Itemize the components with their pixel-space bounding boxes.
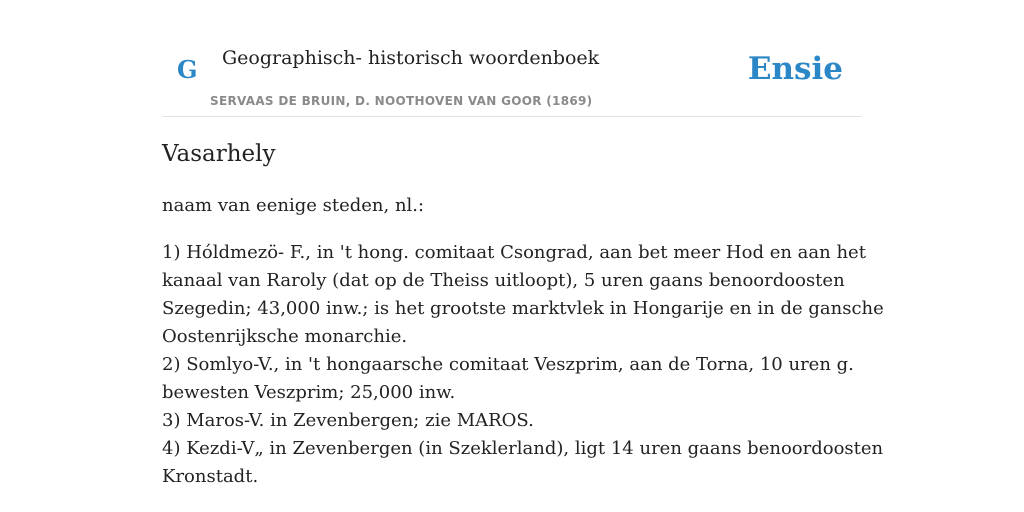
- definition-line: kanaal van Raroly (dat op de Theiss uitloopt), 5 uren gaans benoordoosten: [162, 270, 845, 291]
- definition-line: Oostenrijksche monarchie.: [162, 326, 408, 347]
- book-letter-icon[interactable]: G: [177, 55, 198, 84]
- definition-line: 2) Somlyo-V., in 't hongaarsche comitaat Veszprim, aan de Torna, 10 uren g.: [162, 354, 854, 375]
- book-title-link[interactable]: Geographisch- historisch woordenboek: [222, 47, 600, 69]
- ensie-logo-link[interactable]: Ensie: [747, 51, 843, 87]
- book-author: SERVAAS DE BRUIN, D. NOOTHOVEN VAN GOOR (1869): [210, 94, 593, 108]
- entry-intro: naam van eenige steden, nl.:: [162, 195, 425, 216]
- entry-title: Vasarhely: [162, 141, 276, 167]
- book-header: [162, 0, 862, 117]
- article-page: [162, 0, 884, 487]
- definition-line: bewesten Veszprim; 25,000 inw.: [162, 382, 456, 403]
- definition-line: 4) Kezdi-V„ in Zevenbergen (in Szeklerland), ligt 14 uren gaans benoordoosten: [162, 438, 884, 459]
- definition-line: 1) Hóldmezö- F., in 't hong. comitaat Csongrad, aan bet meer Hod en aan het: [162, 242, 866, 263]
- definition-line: Szegedin; 43,000 inw.; is het grootste marktvlek in Hongarije en in de gansche: [162, 298, 884, 319]
- entry-definitions: [162, 239, 884, 491]
- definition-line: Kronstadt.: [162, 466, 259, 487]
- definition-line: 3) Maros-V. in Zevenbergen; zie MAROS.: [162, 410, 534, 431]
